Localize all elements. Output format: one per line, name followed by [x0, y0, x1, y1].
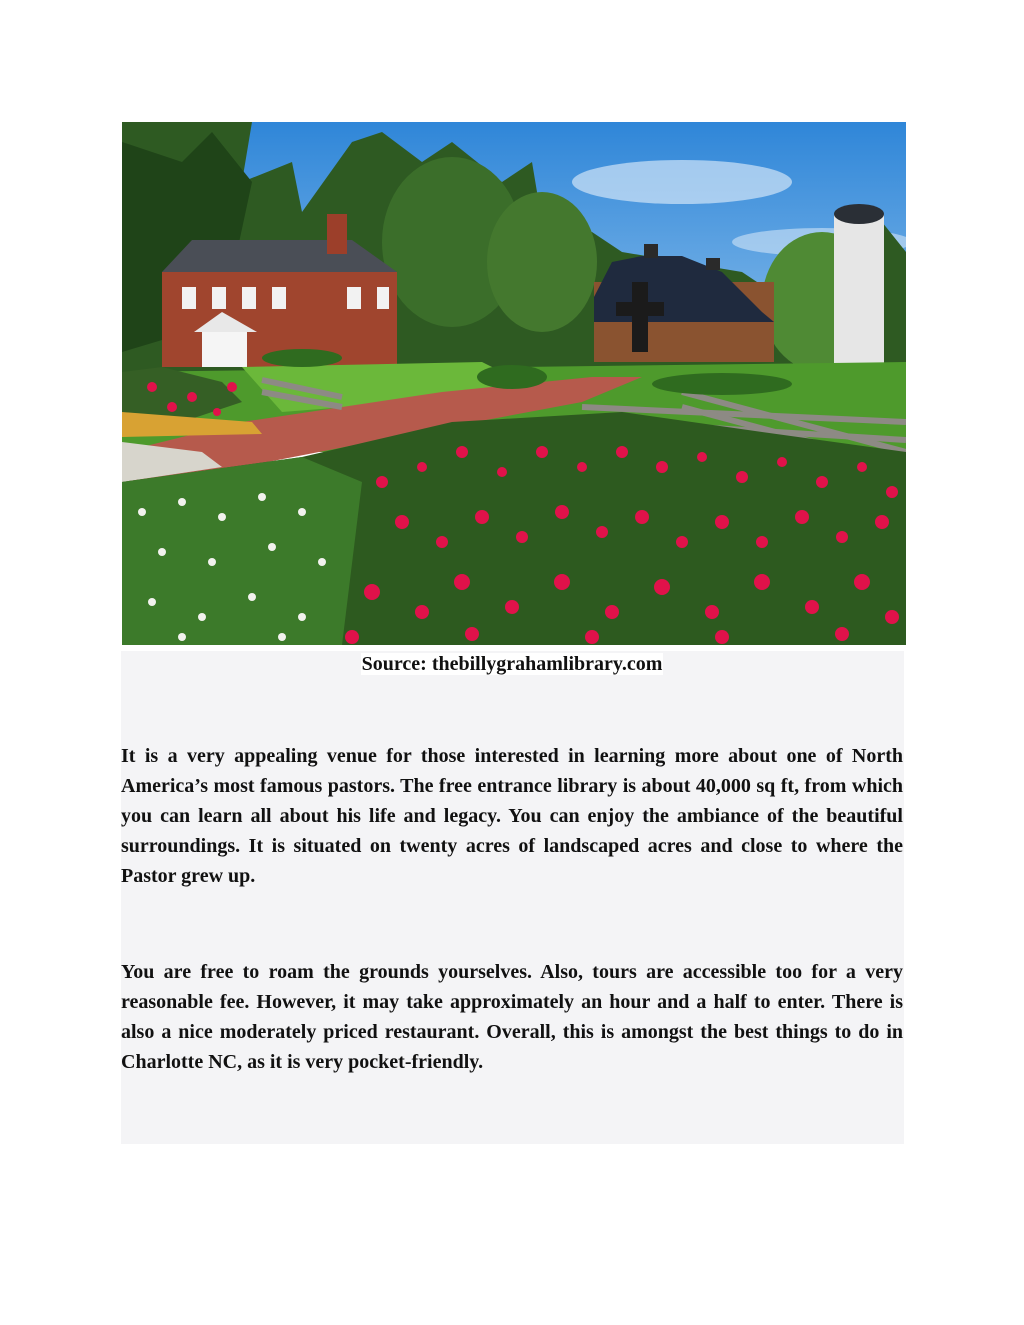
library-grounds-photo: [122, 122, 906, 645]
image-caption: [0, 650, 1024, 678]
image-caption-text: Source: thebillygrahamlibrary.com: [361, 653, 663, 675]
body-paragraph: It is a very appealing venue for those interested in learning more about one of North America’s most famous pastors. The free entrance library is about 40,000 sq ft, from which you can learn all about his life and legacy. You can enjoy the ambiance of the beautiful surroundings. It is situated on twenty acres of landscaped acres and close to where the Pastor grew up.: [121, 745, 903, 887]
body-paragraph: You are free to roam the grounds yourselves. Also, tours are accessible too for a very reasonable fee. However, it may take approximately an hour and a half to enter. There is also a nice moderately priced restaurant. Overall, this is amongst the best things to do in Charlotte NC, as it is very pocket-friendly.: [121, 961, 903, 1073]
